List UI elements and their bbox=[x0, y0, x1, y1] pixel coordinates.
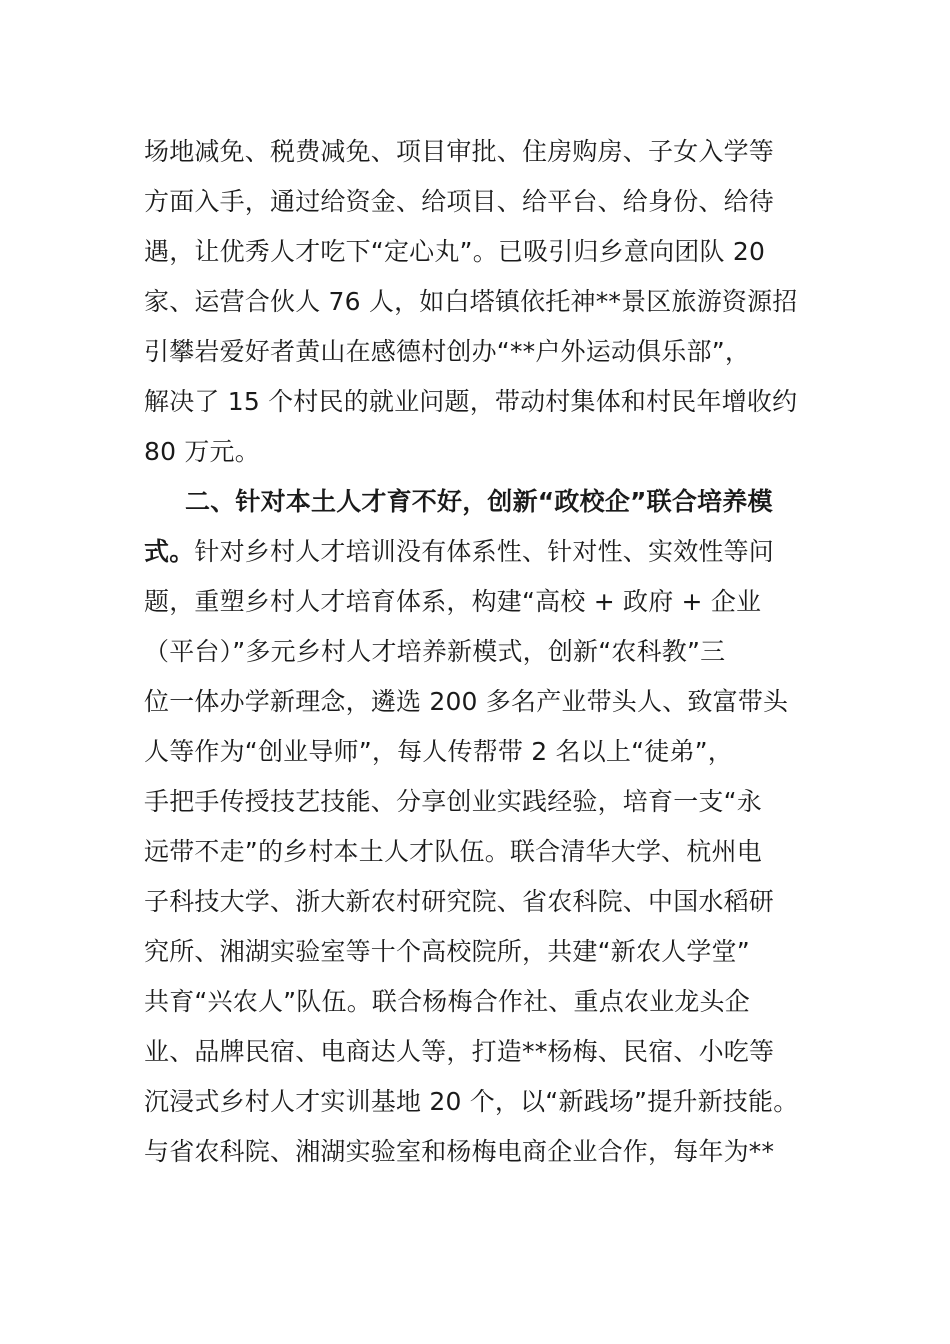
body-text-line: 家、运营合伙人 76 人，如白塔镇依托神**景区旅游资源招 bbox=[144, 287, 798, 316]
body-text-line: 80 万元。 bbox=[144, 437, 260, 466]
body-text-line: 遇，让优秀人才吃下“定心丸”。已吸引归乡意向团队 20 bbox=[144, 237, 766, 266]
body-text-line: 方面入手，通过给资金、给项目、给平台、给身份、给待 bbox=[144, 187, 775, 216]
body-text-line: 共育“兴农人”队伍。联合杨梅合作社、重点农业龙头企 bbox=[144, 987, 750, 1016]
body-text-line: 引攀岩爱好者黄山在感德村创办“**户外运动俱乐部”， bbox=[144, 337, 751, 366]
body-text-line: （平台）”多元乡村人才培养新模式，创新“农科教”三 bbox=[144, 637, 726, 666]
body-text-line: 远带不走”的乡村本土人才队伍。联合清华大学、杭州电 bbox=[144, 837, 762, 866]
body-text-line: 手把手传授技艺技能、分享创业实践经验，培育一支“永 bbox=[144, 787, 762, 816]
body-text-line: 与省农科院、湘湖实验室和杨梅电商企业合作，每年为** bbox=[144, 1137, 775, 1166]
body-text-line: 人等作为“创业导师”，每人传帮带 2 名以上“徒弟”， bbox=[144, 737, 734, 766]
section-heading: 二、针对本土人才育不好，创新“政校企”联合培养模 bbox=[185, 487, 773, 516]
body-text-line: 解决了 15 个村民的就业问题，带动村集体和村民年增收约 bbox=[144, 387, 798, 416]
body-text-line: 沉浸式乡村人才实训基地 20 个，以“新践场”提升新技能。 bbox=[144, 1087, 799, 1116]
heading-continuation-line bbox=[144, 535, 774, 569]
body-text-line: 位一体办学新理念，遴选 200 多名产业带头人、致富带头 bbox=[144, 687, 789, 716]
body-text-line: 子科技大学、浙大新农村研究院、省农科院、中国水稻研 bbox=[144, 887, 775, 916]
body-text-line: 场地减免、税费减免、项目审批、住房购房、子女入学等 bbox=[144, 137, 775, 166]
body-text-span: 针对乡村人才培训没有体系性、针对性、实效性等问 bbox=[194, 537, 775, 566]
body-text-line: 业、品牌民宿、电商达人等，打造**杨梅、民宿、小吃等 bbox=[144, 1037, 775, 1066]
body-text-line: 究所、湘湖实验室等十个高校院所，共建“新农人学堂” bbox=[144, 937, 750, 966]
body-text-line: 题，重塑乡村人才培育体系，构建“高校 + 政府 + 企业 bbox=[144, 587, 762, 616]
section-heading-end: 式。 bbox=[144, 537, 195, 566]
